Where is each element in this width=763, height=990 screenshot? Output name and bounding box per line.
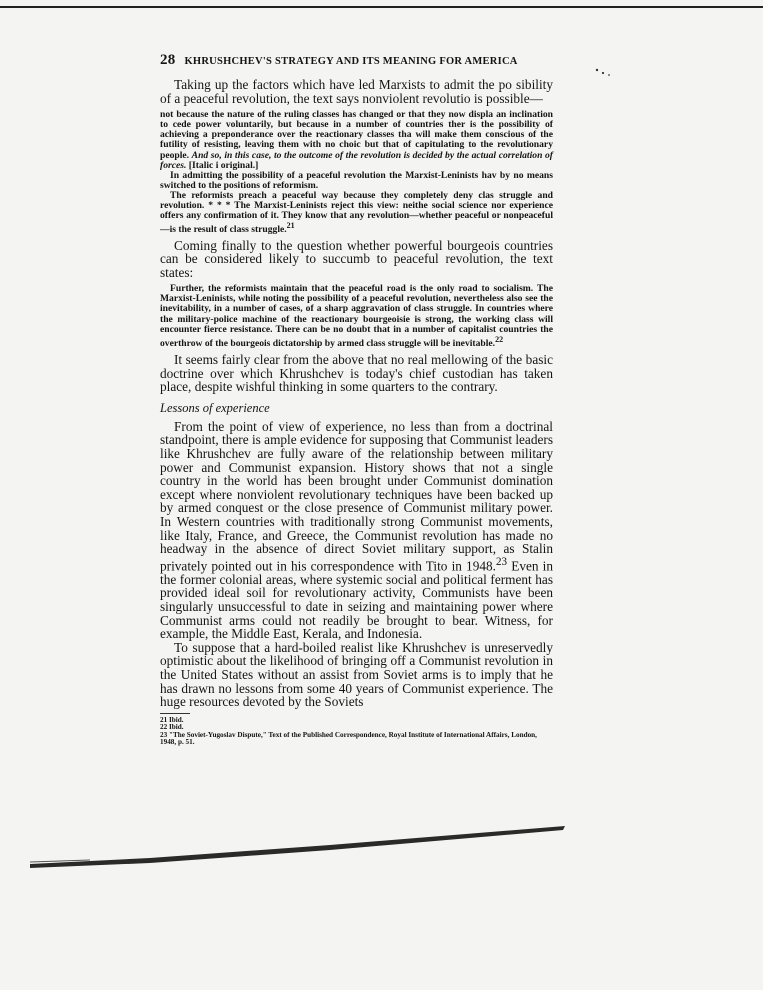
footnote-21: 21 Ibid. xyxy=(160,715,184,724)
block-quote-1 xyxy=(160,110,553,235)
quote1-paragraph-1: not because the nature of the ruling classes has changed or that they now displa an inclination to cede power voluntarily, but because in a number of countries ther is the possibility of achieving a preponderance over the reactionary classes tha will make them conscious of the futility of resisting, leaving them with no choic but that of capitulating to the revolutionary people. And so, in this case, to the outcome of the revolution is decided by the actual correlation of forces. [Italic i original.] xyxy=(160,109,553,171)
paragraph-4: From the point of view of experience, no less than from a doctrinal standpoint, there is ample evidence for supposing that Communist leaders like Khrushchev are fully aware of the relationship between military power and Communist expansion. History shows that not a single country in the world has been brought under Communist domination except where nonviolent revolutionary techniques have been backed up by armed conquest or the close presence of Communist military power. In Western countries with traditionally strong Communist movements, like Italy, France, and Greece, the Communist revolution has made no headway in the absence of direct Soviet military support, as Stalin privately pointed out in his correspondence with Tito in 1948.23 Even in the former colonial areas, where systemic social and political ferment has provided ideal soil for revolutionary activity, Communists have been singularly unsuccessful to date in seizing and maintaining power where Communist arms could not readily be brought to bear. Witness, for example, the Middle East, Kerala, and Indonesia. xyxy=(160,418,553,642)
quote1-paragraph-2: In admitting the possibility of a peaceful revolution the Marxist-Leninists hav by no means switched to the positions of reformism. xyxy=(160,169,553,191)
quote1-paragraph-3: The reformists preach a peaceful way because they completely deny clas struggle and revolution. * * * The Marxist-Leninists reject this view: neithe social science nor experience offers any confirmation of it. They know that any revolution—whether peaceful or nonpeaceful—is the result of class struggle.$^{21}$ xyxy=(160,189,553,236)
top-rule xyxy=(0,0,763,8)
footnote-rule xyxy=(160,713,190,714)
footnote-ref-23: 23 xyxy=(495,555,508,568)
footnote-23: 23 "The Soviet-Yugoslav Dispute," Text of the Published Correspondence, Royal Institute of International Affairs, London, 1948, p. 51. xyxy=(160,730,537,747)
footnote-ref-22: 22 xyxy=(495,334,504,344)
intro-paragraph: Taking up the factors which have led Marxists to admit the po sibility of a peaceful revolution, the text says nonviolent revolutio is possible— xyxy=(160,77,553,106)
page-header xyxy=(160,52,553,69)
binding-scratch xyxy=(30,822,565,872)
page-number: 28 xyxy=(160,52,176,68)
running-title: KHRUSHCHEV'S STRATEGY AND ITS MEANING FOR AMERICA xyxy=(184,56,518,67)
document-page xyxy=(160,52,553,747)
paragraph-3: It seems fairly clear from the above that no real mellowing of the basic doctrine over which Khrushchev is today's chief custodian has taken place, despite wishful thinking in some quarters to the contrary. xyxy=(160,352,553,395)
footnote-ref-21: 21 xyxy=(286,221,295,231)
section-heading: Lessons of experience xyxy=(160,400,270,415)
footnotes xyxy=(160,717,553,747)
paragraph-5: To suppose that a hard-boiled realist like Khrushchev is unreservedly optimistic about the likelihood of bringing off a Communist revolution in the United States without an assist from Soviet arms is to imply that he has drawn no lessons from some 40 years of Communist experience. The huge resources devoted by the Soviets xyxy=(160,639,553,710)
block-quote-2 xyxy=(160,284,553,349)
quote2-paragraph-1: Further, the reformists maintain that the peaceful road is the only road to socialism. The Marxist-Leninists, while noting the possibility of a peaceful revolution, nevertheless also see the inevitability, in a number of cases, of a sharp aggravation of class struggle. In countries where the military-police machine of the reactionary bourgeoisie is strong, the working class will encounter fierce resistance. There can be no doubt that in a number of capitalist countries the overthrow of the bourgeois dictatorship by armed class struggle will be inevitable.$^{22}$ xyxy=(160,283,553,349)
paragraph-2: Coming finally to the question whether powerful bourgeois countries can be considered likely to succumb to peaceful revolution, the text states: xyxy=(160,237,553,280)
footnote-22: 22 Ibid. xyxy=(160,723,184,732)
speck-mark xyxy=(594,66,614,78)
